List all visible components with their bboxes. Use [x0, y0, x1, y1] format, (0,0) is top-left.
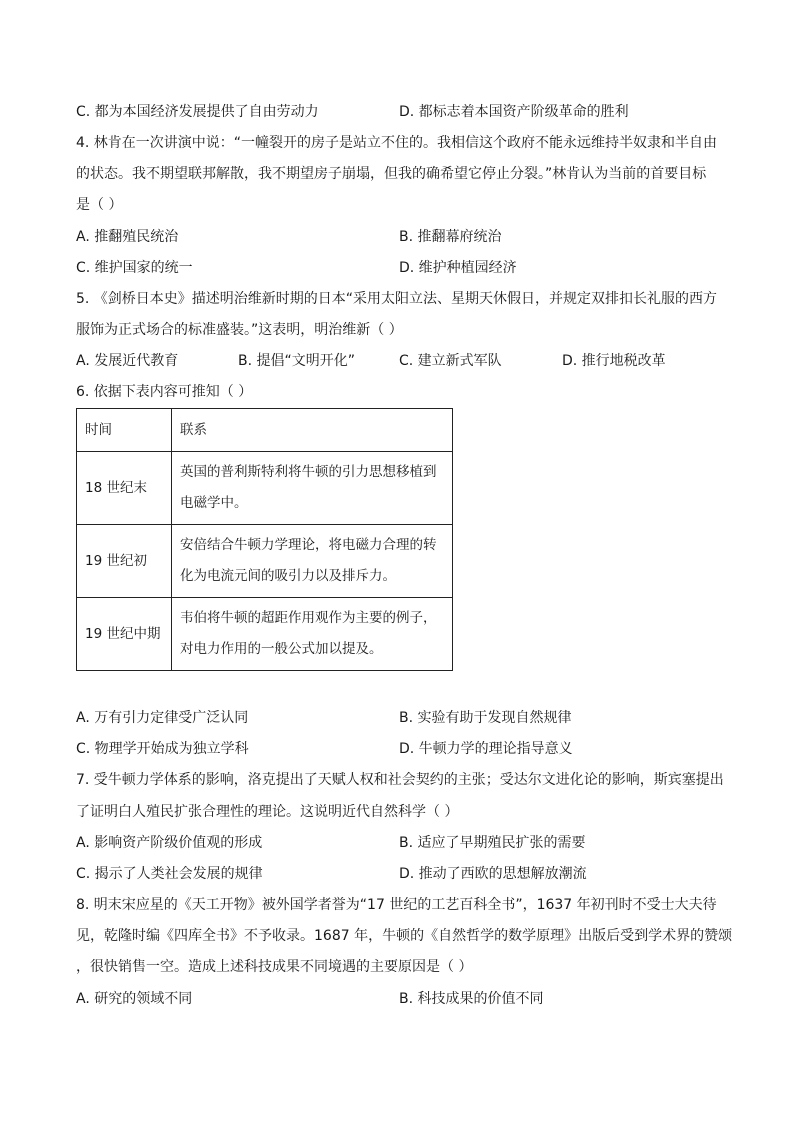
- q6-option-a: A. 万有引力定律受广泛认同: [76, 710, 249, 726]
- q6-option-c: C. 物理学开始成为独立学科: [76, 741, 249, 757]
- q5-option-a: A. 发展近代教育: [76, 353, 179, 369]
- table-cell-relation: 韦伯将牛顿的超距作用观作为主要的例子，对电力作用的一般公式加以提及。: [172, 598, 453, 671]
- q6-table: [76, 408, 453, 671]
- q4-option-a: A. 推翻殖民统治: [76, 229, 179, 245]
- q7-stem-line1: 7. 受牛顿力学体系的影响，洛克提出了天赋人权和社会契约的主张；受达尔文进化论的影响，斯宾塞提出: [76, 772, 724, 788]
- table-cell-time: 18 世纪末: [77, 452, 172, 525]
- table-cell-relation: 英国的普利斯特利将牛顿的引力思想移植到电磁学中。: [172, 452, 453, 525]
- table-header-relation: 联系: [172, 409, 453, 452]
- q4-stem-line1: 4. 林肯在一次讲演中说：“一幢裂开的房子是站立不住的。我相信这个政府不能永远维持半奴隶和半自由: [76, 135, 718, 151]
- q8-stem-line1: 8. 明末宋应星的《天工开物》被外国学者誉为“17 世纪的工艺百科全书”，1637 年初刊时不受士大夫待: [76, 897, 717, 913]
- q4-stem-line3: 是（ ）: [76, 197, 123, 213]
- table-cell-relation: 安倍结合牛顿力学理论，将电磁力合理的转化为电流元间的吸引力以及排斥力。: [172, 525, 453, 598]
- q4-stem-line2: 的状态。我不期望联邦解散，我不期望房子崩塌，但我的确希望它停止分裂。”林肯认为当前的首要目标: [76, 166, 707, 182]
- table-header-row: [77, 409, 453, 452]
- q8-stem-line2: 见，乾隆时编《四库全书》不予收录。1687 年，牛顿的《自然哲学的数学原理》出版后受到学术界的赞颂: [76, 928, 733, 944]
- q3-option-c: C. 都为本国经济发展提供了自由劳动力: [76, 104, 319, 120]
- table-row: [77, 598, 453, 671]
- q5-option-c: C. 建立新式军队: [399, 353, 502, 369]
- q5-stem-line1: 5. 《剑桥日本史》描述明治维新时期的日本“采用太阳立法、星期天休假日，并规定双排扣长礼服的西方: [76, 291, 718, 307]
- q7-stem-line2: 了证明白人殖民扩张合理性的理论。这说明近代自然科学（ ）: [76, 804, 459, 820]
- q5-option-b: B. 提倡“文明开化”: [238, 353, 356, 369]
- table-row: [77, 525, 453, 598]
- table-cell-time: 19 世纪初: [77, 525, 172, 598]
- table-row: [77, 452, 453, 525]
- q6-option-d: D. 牛顿力学的理论指导意义: [399, 741, 573, 757]
- q3-option-d: D. 都标志着本国资产阶级革命的胜利: [399, 104, 629, 120]
- q7-option-b: B. 适应了早期殖民扩张的需要: [399, 835, 586, 851]
- q4-option-d: D. 维护种植园经济: [399, 260, 517, 276]
- q7-option-c: C. 揭示了人类社会发展的规律: [76, 866, 263, 882]
- q7-option-d: D. 推动了西欧的思想解放潮流: [399, 866, 587, 882]
- q4-option-c: C. 维护国家的统一: [76, 260, 193, 276]
- q6-stem: 6. 依据下表内容可推知（ ）: [76, 384, 253, 400]
- q6-option-b: B. 实验有助于发现自然规律: [399, 710, 572, 726]
- table-cell-time: 19 世纪中期: [77, 598, 172, 671]
- q8-option-a: A. 研究的领域不同: [76, 991, 193, 1007]
- q5-option-d: D. 推行地税改革: [562, 353, 666, 369]
- q7-option-a: A. 影响资产阶级价值观的形成: [76, 835, 263, 851]
- q8-stem-line3: ，很快销售一空。造成上述科技成果不同境遇的主要原因是（ ）: [76, 959, 473, 975]
- q5-stem-line2: 服饰为正式场合的标准盛装。”这表明，明治维新（ ）: [76, 322, 403, 338]
- table-header-time: 时间: [77, 409, 172, 452]
- q8-option-b: B. 科技成果的价值不同: [399, 991, 544, 1007]
- q4-option-b: B. 推翻幕府统治: [399, 229, 502, 245]
